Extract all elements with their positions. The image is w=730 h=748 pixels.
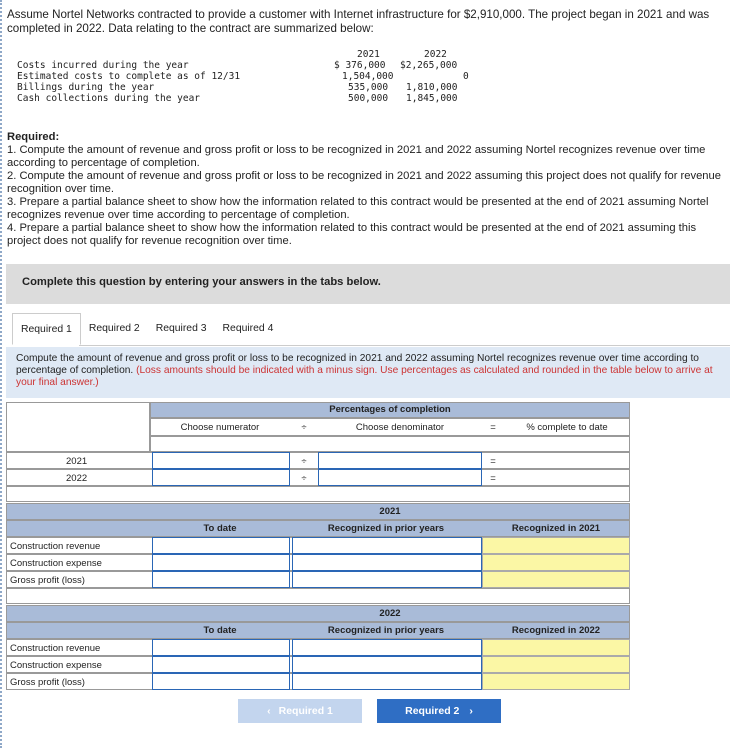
tab-bar bbox=[12, 313, 281, 345]
required-item-2: 2. Compute the amount of revenue and gross profit or loss to be recognized in 2021 and 2022 assuming this project does not qualify for revenue recognition over time. bbox=[7, 170, 721, 195]
pct-year-2021: 2021 bbox=[66, 456, 88, 467]
rev2022-row-revenue: Construction revenue bbox=[10, 643, 101, 654]
rev2022-gross-current bbox=[482, 673, 630, 690]
denominator-input-2021[interactable] bbox=[318, 452, 482, 469]
rev2021-gross-current bbox=[482, 571, 630, 588]
rev2022-revenue-prior[interactable] bbox=[292, 639, 482, 656]
denominator-label: Choose denominator bbox=[355, 422, 445, 433]
rev2022-row-expense: Construction expense bbox=[10, 660, 102, 671]
required-section bbox=[7, 131, 722, 248]
tab-required-1[interactable]: Required 1 bbox=[12, 313, 81, 345]
rev2021-col-prior: Recognized in prior years bbox=[327, 523, 445, 534]
denominator-input-2022[interactable] bbox=[318, 469, 482, 486]
rev2021-expense-todate[interactable] bbox=[152, 554, 290, 571]
instruction-main: Compute the amount of revenue and gross profit or loss to be recognized in 2021 and 2022 assuming Nortel recognizes revenue over time according to percentage of completion. bbox=[16, 353, 699, 376]
rev2021-spacer bbox=[6, 588, 630, 604]
rev2022-col-current: Recognized in 2022 bbox=[511, 625, 601, 636]
rev2022-revenue-todate[interactable] bbox=[152, 639, 290, 656]
prev-label: Required 1 bbox=[278, 705, 333, 717]
rev2021-expense-prior[interactable] bbox=[292, 554, 482, 571]
rev2022-year: 2022 bbox=[379, 608, 401, 619]
chevron-left-icon: ‹ bbox=[267, 705, 271, 717]
rev2022-col-todate: To date bbox=[203, 625, 237, 636]
tab-required-4[interactable]: Required 4 bbox=[215, 313, 282, 345]
divide-sign: ÷ bbox=[301, 422, 307, 433]
rev2022-gross-todate[interactable] bbox=[152, 673, 290, 690]
rev2021-col-todate: To date bbox=[203, 523, 237, 534]
pct-year-2022: 2022 bbox=[66, 473, 88, 484]
numerator-input-2022[interactable] bbox=[152, 469, 290, 486]
rev2021-row-revenue: Construction revenue bbox=[10, 541, 101, 552]
next-label: Required 2 bbox=[405, 705, 460, 717]
rev2021-col-current: Recognized in 2021 bbox=[511, 523, 601, 534]
required-item-3: 3. Prepare a partial balance sheet to show how the information related to this contract would be presented at the end of 2021 assuming Nortel recognizes revenue over time according to percentage of completion. bbox=[7, 196, 709, 221]
year-header-2022: 2022 bbox=[424, 49, 447, 60]
required-heading: Required: bbox=[7, 131, 60, 143]
pct-spacer bbox=[150, 436, 630, 452]
pct-empty-header bbox=[6, 402, 150, 452]
divide-sign-2022: ÷ bbox=[301, 473, 307, 484]
year-header-2021: 2021 bbox=[357, 49, 380, 60]
tab-required-2[interactable]: Required 2 bbox=[81, 313, 148, 345]
next-button[interactable] bbox=[377, 699, 501, 723]
rev2021-gross-prior[interactable] bbox=[292, 571, 482, 588]
rev2021-revenue-current bbox=[482, 537, 630, 554]
pct-spacer-bottom bbox=[6, 486, 630, 502]
rev2022-row-gross: Gross profit (loss) bbox=[10, 677, 85, 688]
tab-required-3[interactable]: Required 3 bbox=[148, 313, 215, 345]
rev2021-row-gross: Gross profit (loss) bbox=[10, 575, 85, 586]
numerator-label: Choose numerator bbox=[180, 422, 260, 433]
required-item-4: 4. Prepare a partial balance sheet to show how the information related to this contract would be presented at the end of 2021 assuming this project does not qualify for revenue recognition over time. bbox=[7, 222, 697, 247]
result-label: % complete to date bbox=[526, 422, 608, 433]
rev2022-expense-prior[interactable] bbox=[292, 656, 482, 673]
equals-sign: = bbox=[490, 422, 496, 433]
instruction-note: (Loss amounts should be indicated with a minus sign. Use percentages as calculated and rounded in the table below to arrive at your final answer.) bbox=[16, 365, 713, 388]
rev2022-revenue-current bbox=[482, 639, 630, 656]
prev-button[interactable] bbox=[238, 699, 362, 723]
rev2021-year: 2021 bbox=[379, 506, 401, 517]
tab-divider bbox=[79, 345, 730, 346]
chevron-right-icon: › bbox=[469, 705, 473, 717]
rev2022-col-prior: Recognized in prior years bbox=[327, 625, 445, 636]
rev2022-expense-todate[interactable] bbox=[152, 656, 290, 673]
equals-sign-2021: = bbox=[490, 456, 496, 467]
pct-title: Percentages of completion bbox=[329, 404, 451, 415]
required-item-1: 1. Compute the amount of revenue and gross profit or loss to be recognized in 2021 and 2022 assuming Nortel recognizes revenue over time according to percentage of completion. bbox=[7, 144, 706, 169]
instruction-box bbox=[6, 347, 730, 398]
rev2021-row-expense: Construction expense bbox=[10, 558, 102, 569]
rev2022-expense-current bbox=[482, 656, 630, 673]
rev2021-expense-current bbox=[482, 554, 630, 571]
rev2021-revenue-prior[interactable] bbox=[292, 537, 482, 554]
rev2021-gross-todate[interactable] bbox=[152, 571, 290, 588]
intro-text: Assume Nortel Networks contracted to provide a customer with Internet infrastructure for $2,910,000. The project began in 2021 and was completed in 2022. Data relating to the contract are summarized below: bbox=[7, 8, 710, 35]
equals-sign-2022: = bbox=[490, 473, 496, 484]
rev2021-revenue-todate[interactable] bbox=[152, 537, 290, 554]
numerator-input-2021[interactable] bbox=[152, 452, 290, 469]
rev2022-gross-prior[interactable] bbox=[292, 673, 482, 690]
complete-banner: Complete this question by entering your answers in the tabs below. bbox=[6, 264, 730, 304]
divide-sign-2021: ÷ bbox=[301, 456, 307, 467]
